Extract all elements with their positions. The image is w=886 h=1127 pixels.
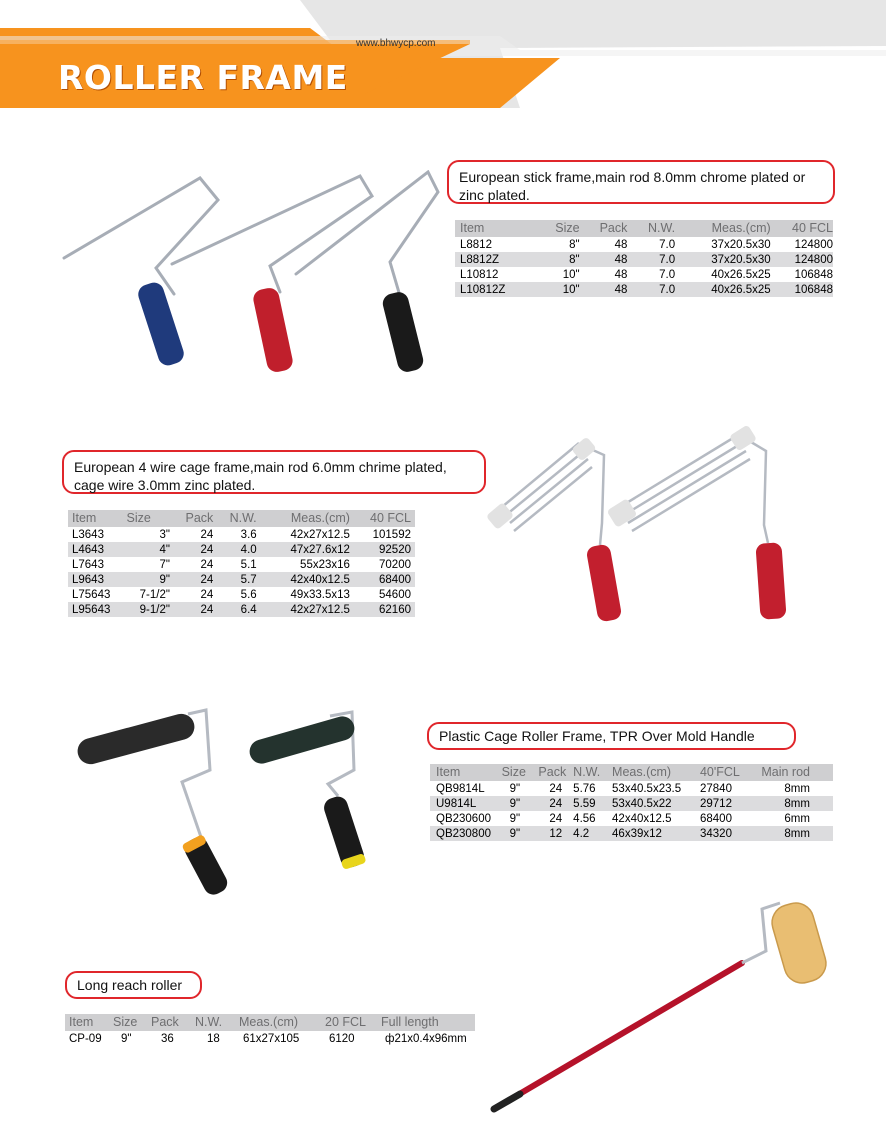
stick-frame-description-text: European stick frame,main rod 8.0mm chrome plated or zinc plated. [459,169,806,203]
col-main-rod: Main rod [761,764,833,781]
col-meas: Meas.(cm) [612,764,700,781]
table-row: L7643 7" 24 5.1 55x23x16 70200 [72,558,411,571]
table-row: QB9814L 9" 24 5.76 53x40.5x23.5 27840 8mm [436,782,810,795]
col-nw: N.W. [213,510,256,527]
table-header [430,764,833,781]
col-pack: Pack [538,764,573,781]
col-pack: Pack [170,510,213,527]
long-reach-description-text: Long reach roller [77,977,183,993]
wire-cage-description-text: European 4 wire cage frame,main rod 6.0mm chrime plated, cage wire 3.0mm zinc plated. [74,459,447,493]
col-size: Size [538,220,580,237]
website-url: www.bhwycp.com [356,38,436,49]
long-reach-description [65,971,202,999]
wire-cage-table [68,510,415,617]
col-size: Size [502,764,539,781]
col-nw: N.W. [195,1014,239,1031]
table-row: CP-09 9" 36 18 61x27x105 6120 ф21x0.4x96mm [69,1032,467,1045]
page-title: ROLLER FRAME [58,58,348,97]
table-row: L8812Z 8" 48 7.0 37x20.5x30 124800 [455,252,833,267]
plastic-cage-frames-image [70,700,400,900]
col-meas: Meas.(cm) [257,510,350,527]
wire-cage-frames-image [484,415,804,625]
col-pack: Pack [580,220,628,237]
table-row: L75643 7-1/2" 24 5.6 49x33.5x13 54600 [72,588,411,601]
long-reach-roller-image [480,895,840,1120]
long-reach-table [65,1014,475,1046]
col-full-length: Full length [381,1014,475,1031]
table-row: L4643 4" 24 4.0 47x27.6x12 92520 [68,542,415,557]
col-size: Size [127,510,170,527]
table-row: L3643 3" 24 3.6 42x27x12.5 101592 [72,528,411,541]
table-row: U9814L 9" 24 5.59 53x40.5x22 29712 8mm [430,796,833,811]
plastic-cage-description-text: Plastic Cage Roller Frame, TPR Over Mold Handle [439,728,755,744]
table-row: QB230600 9" 24 4.56 42x40x12.5 68400 6mm [436,812,810,825]
plastic-cage-table [430,764,833,841]
table-header [455,220,833,237]
col-meas: Meas.(cm) [675,220,771,237]
table-row: L10812 10" 48 7.0 40x26.5x25 106848 [460,268,833,281]
wire-cage-description [62,450,486,494]
table-header [68,510,415,527]
table-row: QB230800 9" 12 4.2 46x39x12 34320 8mm [430,826,833,841]
col-item: Item [65,1014,113,1031]
col-meas: Meas.(cm) [239,1014,325,1031]
col-size: Size [113,1014,151,1031]
stick-frame-description [447,160,835,204]
table-row: L9643 9" 24 5.7 42x40x12.5 68400 [68,572,415,587]
col-item: Item [68,510,127,527]
stick-frames-image [60,170,450,380]
col-pack: Pack [151,1014,195,1031]
col-item: Item [430,764,502,781]
stick-frame-table [455,220,833,297]
col-fcl: 40'FCL [700,764,761,781]
table-header [65,1014,475,1031]
table-row: L8812 8" 48 7.0 37x20.5x30 124800 [460,238,833,251]
plastic-cage-description [427,722,796,750]
table-row: L10812Z 10" 48 7.0 40x26.5x25 106848 [455,282,833,297]
col-item: Item [455,220,538,237]
table-row: L95643 9-1/2" 24 6.4 42x27x12.5 62160 [68,602,415,617]
col-nw: N.W. [573,764,612,781]
col-fcl: 20 FCL [325,1014,381,1031]
col-fcl: 40 FCL [771,220,833,237]
col-fcl: 40 FCL [350,510,415,527]
col-nw: N.W. [627,220,675,237]
